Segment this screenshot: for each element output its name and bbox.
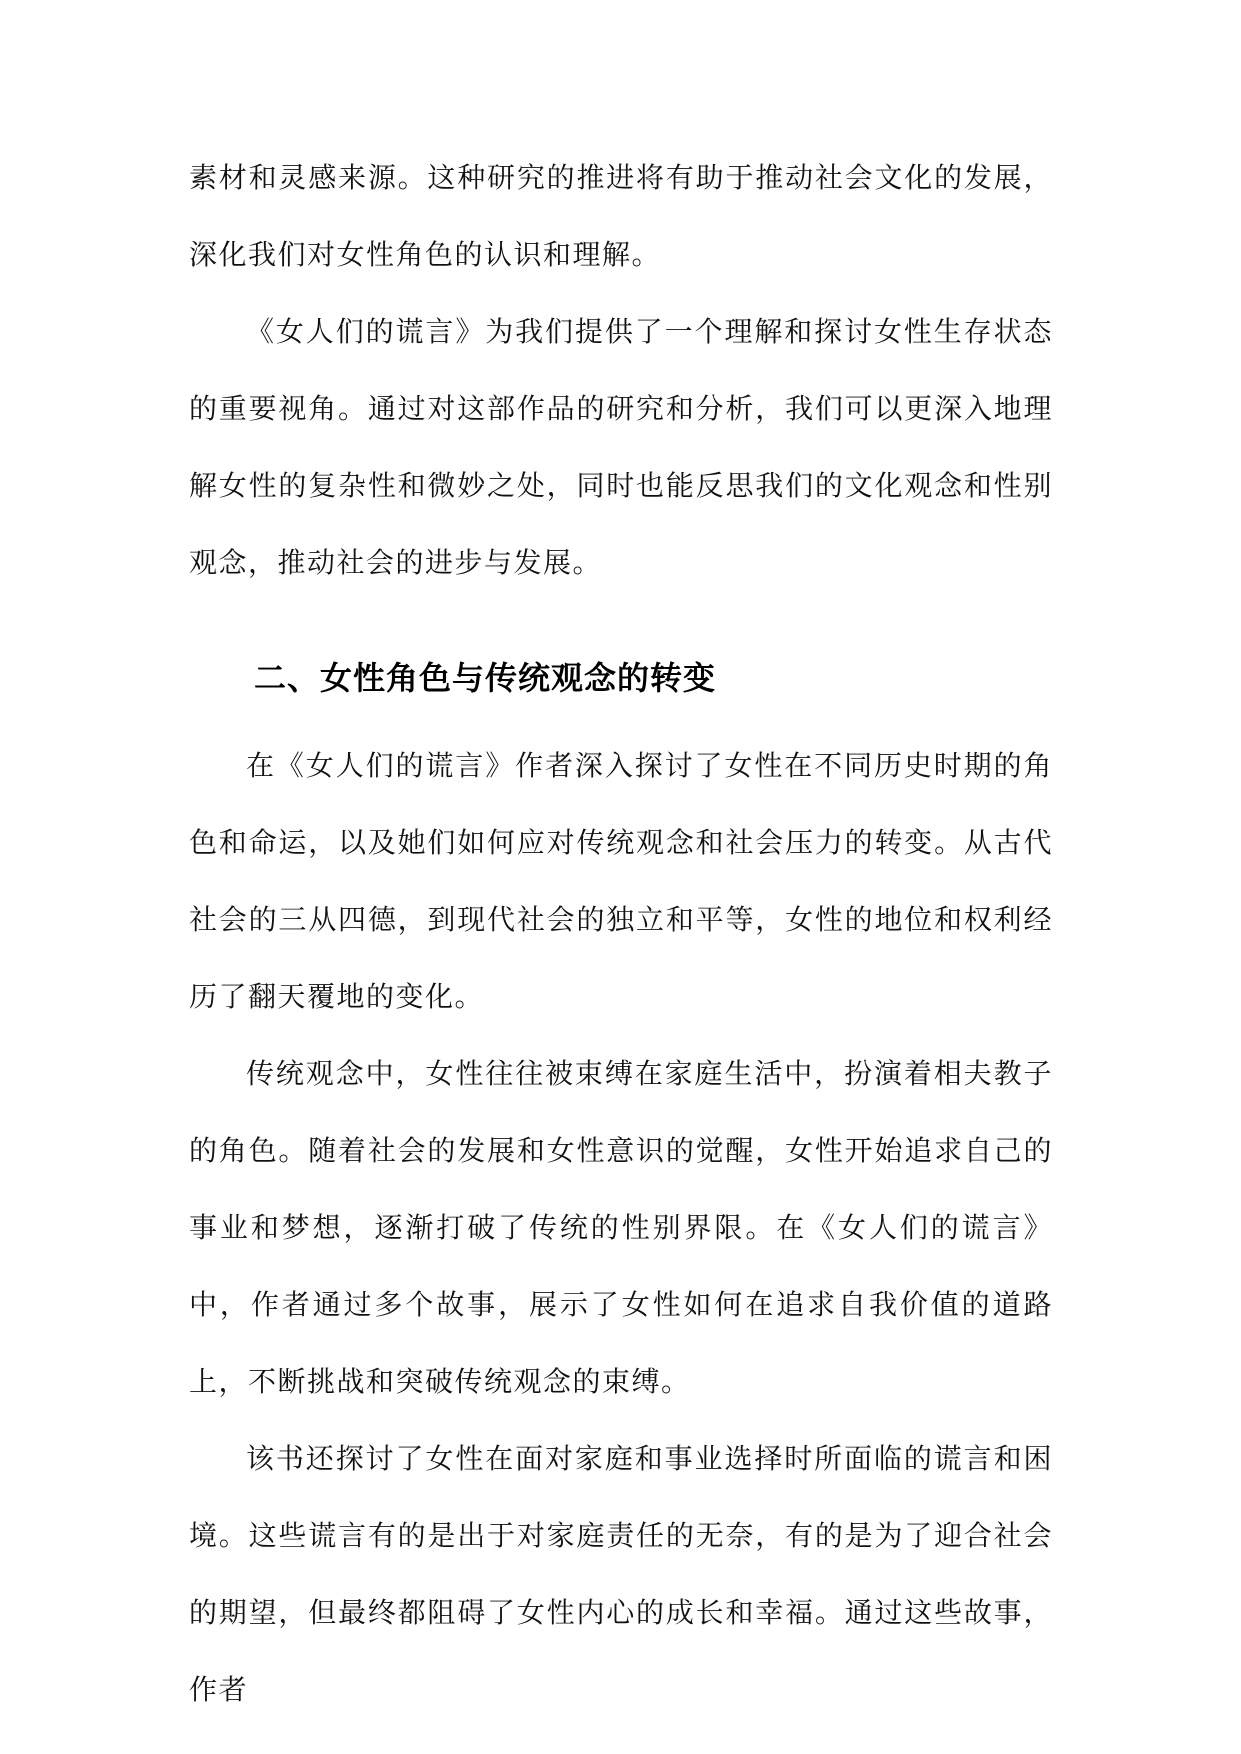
paragraph-2: 《女人们的谎言》为我们提供了一个理解和探讨女性生存状态的重要视角。通过对这部作品的研究和分析，我们可以更深入地理解女性的复杂性和微妙之处，同时也能反思我们的文化观念和性别观念，推动社会的进步与发展。 <box>189 315 1053 579</box>
paragraph-4: 传统观念中，女性往往被束缚在家庭生活中，扮演着相夫教子的角色。随着社会的发展和女性意识的觉醒，女性开始追求自己的事业和梦想，逐渐打破了传统的性别界限。在《女人们的谎言》中，作者通过多个故事，展示了女性如何在追求自我价值的道路上，不断挑战和突破传统观念的束缚。 <box>189 1057 1053 1398</box>
section-heading: 二、女性角色与传统观念的转变 <box>254 659 717 697</box>
paragraph-5: 该书还探讨了女性在面对家庭和事业选择时所面临的谎言和困境。这些谎言有的是出于对家庭责任的无奈，有的是为了迎合社会的期望，但最终都阻碍了女性内心的成长和幸福。通过这些故事，作者 <box>189 1442 1053 1706</box>
paragraph-3: 在《女人们的谎言》作者深入探讨了女性在不同历史时期的角色和命运，以及她们如何应对传统观念和社会压力的转变。从古代社会的三从四德，到现代社会的独立和平等，女性的地位和权利经历了翻天覆地的变化。 <box>189 749 1053 1013</box>
page-body <box>189 139 1053 1728</box>
paragraph-1: 素材和灵感来源。这种研究的推进将有助于推动社会文化的发展，深化我们对女性角色的认识和理解。 <box>189 161 1053 271</box>
